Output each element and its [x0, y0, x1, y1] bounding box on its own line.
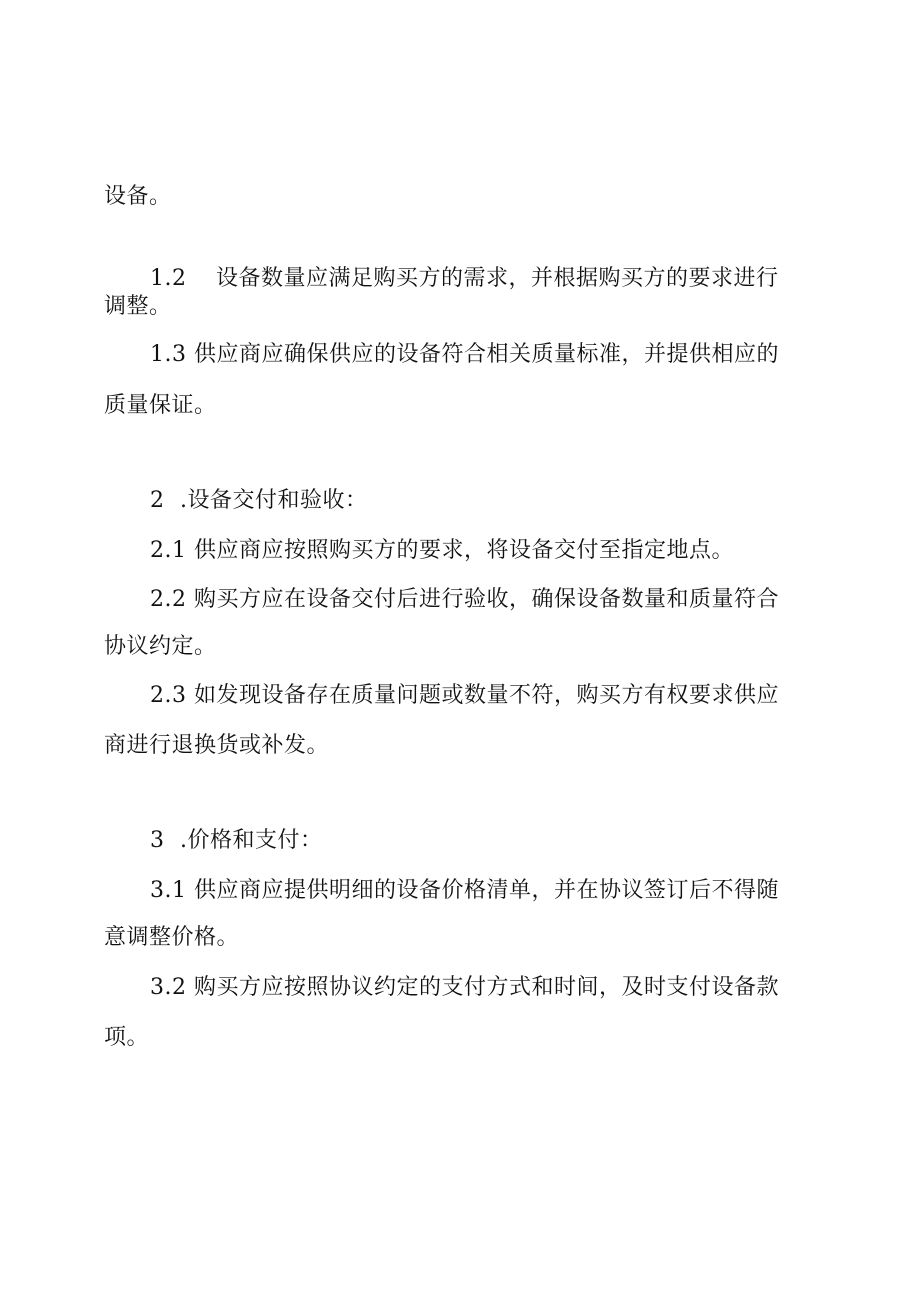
clause-2-2-number: 2.2 — [150, 587, 187, 612]
section-2-title: .设备交付和验收： — [180, 488, 368, 513]
clause-2-3-text: 如发现设备存在质量问题或数量不符，购买方有权要求供应 — [194, 683, 780, 708]
section-3-number: 3 — [150, 828, 165, 853]
clause-2-1-line-1 — [150, 536, 734, 566]
clause-1-3-number: 1.3 — [150, 342, 187, 367]
clause-1-3-line-1 — [150, 340, 779, 370]
clause-3-1-line-1 — [150, 876, 779, 906]
clause-1-2-line-2: 调整。 — [104, 294, 172, 319]
clause-2-1-text: 供应商应按照购买方的要求，将设备交付至指定地点。 — [194, 538, 735, 563]
section-3-title: .价格和支付： — [180, 828, 323, 853]
clause-3-2-line-2: 项。 — [104, 1025, 150, 1050]
clause-3-1-text: 供应商应提供明细的设备价格清单，并在协议签订后不得随 — [194, 878, 780, 903]
section-2-number: 2 — [150, 488, 165, 513]
clause-2-1-number: 2.1 — [150, 538, 187, 563]
clause-2-2-line-2: 协议约定。 — [104, 634, 217, 659]
clause-2-2-text: 购买方应在设备交付后进行验收，确保设备数量和质量符合 — [194, 587, 780, 612]
clause-3-1-number: 3.1 — [150, 878, 187, 903]
clause-1-2-number: 1.2 — [150, 266, 187, 291]
section-3-heading — [150, 826, 323, 856]
clause-3-2-line-1 — [150, 973, 779, 1003]
clause-2-2-line-1 — [150, 585, 779, 615]
clause-2-3-line-2: 商进行退换货或补发。 — [104, 733, 330, 758]
clause-2-3-number: 2.3 — [150, 683, 187, 708]
clause-1-3-text: 供应商应确保供应的设备符合相关质量标准，并提供相应的 — [194, 342, 780, 367]
section-2-heading — [150, 486, 368, 516]
clause-3-1-line-2: 意调整价格。 — [104, 925, 240, 950]
clause-2-3-line-1 — [150, 681, 779, 711]
clause-1-2-line-1 — [150, 264, 779, 294]
clause-3-2-number: 3.2 — [150, 975, 187, 1000]
clause-3-2-text: 购买方应按照协议约定的支付方式和时间，及时支付设备款 — [194, 975, 780, 1000]
clause-1-2-text: 设备数量应满足购买方的需求，并根据购买方的要求进行 — [216, 266, 779, 291]
continuation-text: 设备。 — [104, 184, 172, 209]
clause-1-3-line-2: 质量保证。 — [104, 393, 217, 418]
